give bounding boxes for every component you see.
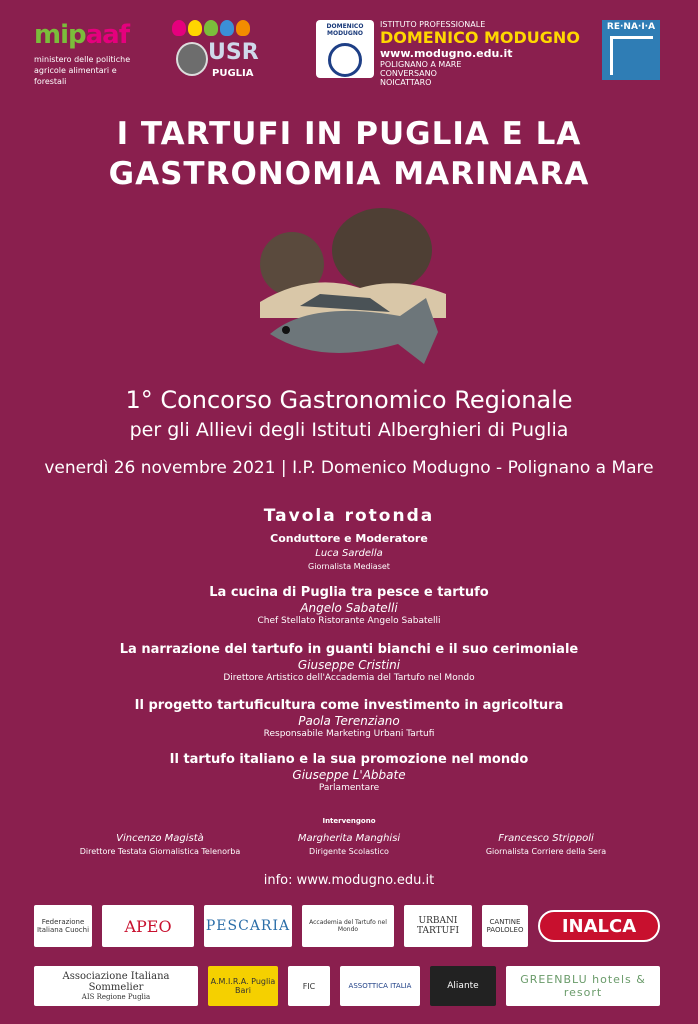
modugno-badge [316,20,374,78]
italy-emblem-icon [176,42,208,76]
guest-role: Direttore Testata Giornalistica Telenorba [79,847,241,856]
usr-text: USR [208,40,259,65]
program-topic: Il tartufo italiano e la sua promozione nel mondo [169,752,529,767]
sponsor-fic-logo: Federazione Italiana Cuochi [34,905,92,947]
program-topic: La narrazione del tartufo in guanti bianchi e il suo cerimoniale [119,642,579,657]
program-speaker: Luca Sardella [315,548,383,559]
program-speaker: Giuseppe Cristini [297,658,401,672]
info-website: info: www.modugno.edu.it [263,873,435,888]
sponsor-ais-sub: AIS Regione Puglia [81,993,151,1001]
program-item [0,642,698,684]
program-item [0,698,698,740]
modugno-school-logo [316,20,580,87]
guest-name: Francesco Strippoli [498,833,594,844]
program-topic: Il progetto tartuficultura come investimento in agricoltura [134,698,564,713]
mipaaf-logo [34,22,144,87]
program-role: Responsabile Marketing Urbani Tartufi [263,729,435,739]
title-line1: I TARTUFI IN PUGLIA E LA [116,116,582,152]
title-line2: GASTRONOMIA MARINARA [108,156,590,192]
mipaaf-mark-a: mip [34,20,86,50]
modugno-seal-icon [328,43,362,77]
sponsor-fic-round-logo: FIC [288,966,330,1006]
modugno-loc3: NOICATTARO [380,78,432,87]
program-item [0,585,698,627]
program-speaker: Paola Terenziano [298,714,400,728]
guest [249,832,449,858]
sponsor-inalca-logo: INALCA [538,910,660,942]
program-role: Chef Stellato Ristorante Angelo Sabatelli [257,616,441,626]
guest [446,832,646,858]
program-role: Direttore Artistico dell'Accademia del Tartufo nel Mondo [223,673,475,683]
program-role: Giornalista Mediaset [308,562,390,571]
guest-role: Dirigente Scolastico [309,847,389,856]
mipaaf-subtitle: ministero delle politiche agricole alimentari e forestali [34,55,131,86]
competition-title: 1° Concorso Gastronomico Regionale [125,386,573,414]
sponsor-assottica-logo: ASSOTTICA ITALIA [340,966,420,1006]
fish-eye [282,326,290,334]
mipaaf-mark-b: aaf [85,20,130,50]
modugno-badge-text: DOMENICO MODUGNO [326,23,364,37]
sponsor-pescaria-logo: PESCARIA [204,905,292,947]
event-date-line: venerdì 26 novembre 2021 | I.P. Domenico Modugno - Polignano a Mare [44,458,654,478]
renaia-text: RE·NA·I·A [606,22,656,32]
modugno-loc1: POLIGNANO A MARE [380,60,462,69]
program-speaker: Angelo Sabatelli [300,601,398,615]
usr-dots [172,20,262,36]
sponsor-paololeo-logo: CANTINE PAOLOLEO [482,905,528,947]
usr-puglia-logo [172,20,262,79]
truffles-fish-illustration [250,206,460,376]
building-icon [610,36,653,75]
guest-role: Giornalista Corriere della Sera [485,847,607,856]
program-role: Parlamentare [318,783,380,793]
guest [60,832,260,858]
tavola-rotonda-heading: Tavola rotonda [263,506,435,526]
modugno-url: www.modugno.edu.it [380,47,513,60]
sponsor-amira-logo: A.M.I.R.A. Puglia Bari [208,966,278,1006]
program-topic: Conduttore e Moderatore [270,532,428,545]
sponsor-apeo-logo: APEO [102,905,194,947]
sponsor-aliante-logo: Aliante [430,966,496,1006]
program-speaker: Giuseppe L'Abbate [292,768,406,782]
sponsor-ais-logo [34,966,198,1006]
truffle-right [332,208,432,292]
guest-name: Vincenzo Magistà [116,833,204,844]
renaia-logo [602,20,660,80]
modugno-name: DOMENICO MODUGNO [380,28,580,47]
program-item [0,531,698,573]
usr-region: PUGLIA [212,68,254,79]
sponsor-urbani-logo: URBANI TARTUFI [404,905,472,947]
program-topic: La cucina di Puglia tra pesce e tartufo [209,585,489,600]
modugno-type: ISTITUTO PROFESSIONALE [380,20,486,29]
sponsor-greenblu-logo: GREENBLU hotels & resort [506,966,660,1006]
intervengono-label: Intervengono [322,817,376,825]
modugno-loc2: CONVERSANO [380,69,437,78]
program-item [0,752,698,794]
sponsor-accademia-logo: Accademia del Tartufo nel Mondo [302,905,394,947]
guest-name: Margherita Manghisi [297,833,401,844]
sponsor-ais-name: Associazione Italiana Sommelier [62,971,170,993]
page-title [0,114,698,194]
competition-subtitle: per gli Allievi degli Istituti Alberghieri di Puglia [129,419,569,441]
